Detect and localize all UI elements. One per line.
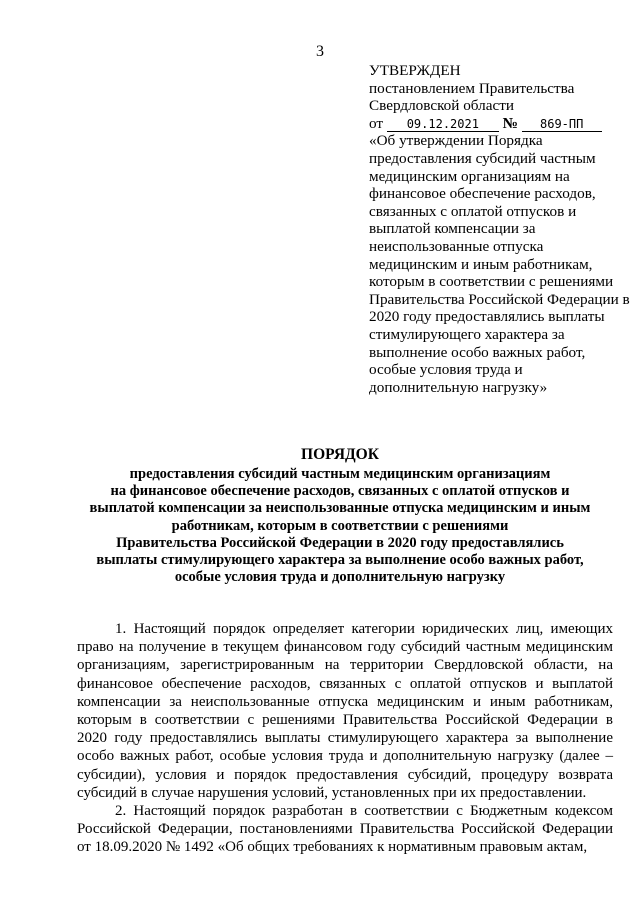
subtitle-line: на финансовое обеспечение расходов, связанных с оплатой отпусков и: [110, 483, 570, 500]
document-body: [77, 620, 613, 857]
subtitle-line: особые условия труда и дополнительную нагрузку: [174, 569, 506, 586]
document-title: ПОРЯДОК: [301, 446, 379, 463]
subtitle-line: предоставления субсидий частным медицинским организациям: [129, 466, 551, 482]
resolution-title: «Об утверждении Порядка предоставления субсидий частным медицинским организациям на финансовое обеспечение расходов, связанных с оплатой отпусков и выплатой компенсации за неиспользованные отпуска медицинским и иным работникам, которым в соответствии с решениями Правительства Российской Федерации в 2020 году предоставлялись выплаты стимулирующего характера за выполнение особо важных работ, особые условия труда и дополнительную нагрузку»: [369, 132, 630, 396]
paragraph-2: 2. Настоящий порядок разработан в соответствии с Бюджетным кодексом Российской Федерации, постановлениями Правительства Российской Федерации от 18.09.2020 № 1492 «Об общих требованиях к нормативным правовым актам,: [77, 803, 613, 856]
approval-date-line: [369, 115, 631, 133]
resolution-date: 09.12.2021: [387, 117, 499, 132]
page-number: 3: [316, 43, 324, 60]
subtitle-line: работникам, которым в соответствии с решениями: [171, 517, 509, 534]
document-subtitle: [60, 466, 620, 586]
number-prefix: №: [502, 114, 518, 132]
approval-line-2: Свердловской области: [369, 97, 514, 115]
approval-line-1: постановлением Правительства: [369, 79, 575, 97]
approval-block: [369, 62, 631, 396]
subtitle-line: Правительства Российской Федерации в 2020 году предоставлялись: [116, 534, 564, 551]
date-prefix: от: [369, 114, 384, 132]
paragraph-1: 1. Настоящий порядок определяет категории юридических лиц, имеющих право на получение в текущем финансовом году субсидий частным медицинским организациям, зарегистрированным на территории Свердловской области, на финансовое обеспечение расходов, связанных с оплатой отпусков и выплатой компенсации за неиспользованные отпуска медицинским и иным работникам, которым в соответствии с решениями Правительства Российской Федерации в 2020 году предоставлялись выплаты стимулирующего характера за выполнение особо важных работ, особые условия труда и дополнительную нагрузку (далее – субсидии), условия и порядок предоставления субсидий, процедуру возврата субсидий в случае нарушения условий, установленных при их предоставлении.: [77, 621, 613, 801]
resolution-number: 869-ПП: [522, 117, 602, 132]
subtitle-line: выплаты стимулирующего характера за выполнение особо важных работ,: [96, 552, 584, 569]
approval-label: УТВЕРЖДЕН: [369, 62, 461, 79]
subtitle-line: выплатой компенсации за неиспользованные отпуска медицинским и иным: [89, 500, 591, 517]
